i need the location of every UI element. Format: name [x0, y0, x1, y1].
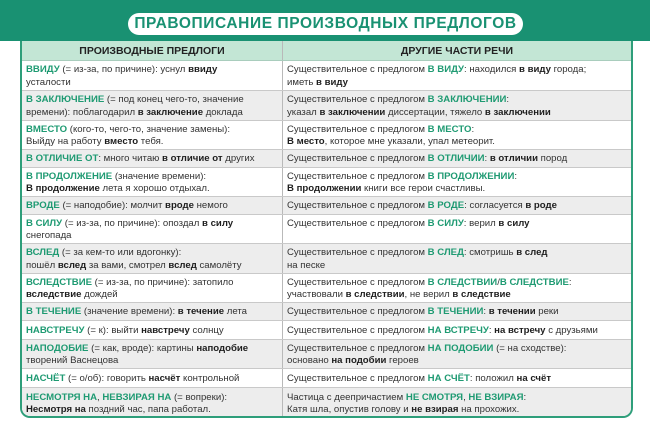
highlighted-term: ВСЛЕДСТВИЕ	[26, 276, 92, 288]
table-row	[22, 91, 631, 121]
other-part-cell	[283, 168, 631, 196]
highlighted-term: НЕВЗИРАЯ НА	[102, 391, 172, 403]
text: :	[523, 391, 527, 403]
preposition-cell	[22, 197, 283, 214]
cell-line	[26, 153, 278, 166]
cell-line	[287, 392, 627, 405]
text: поздний час, папа работал.	[85, 404, 211, 415]
bold-example: на подобии	[331, 355, 387, 366]
bold-example: вслед	[168, 259, 197, 271]
table-row	[22, 303, 631, 321]
table-row	[22, 197, 631, 215]
bold-example: в виду	[519, 64, 551, 75]
other-part-cell	[283, 321, 631, 339]
preposition-cell	[22, 369, 283, 387]
cell-line	[26, 373, 278, 386]
highlighted-term: В ОТЛИЧИИ	[427, 153, 485, 165]
bold-example: насчёт	[148, 372, 181, 384]
text: Существительное с предлогом	[287, 342, 428, 354]
preposition-cell	[22, 61, 283, 90]
cell-line	[287, 153, 627, 166]
highlighted-term: В ВИДУ	[427, 64, 465, 75]
table-row	[22, 274, 631, 303]
text: других	[222, 153, 255, 165]
cell-line	[287, 306, 627, 319]
preposition-cell	[22, 388, 283, 418]
bold-example: ввиду	[188, 64, 218, 75]
text: : верил	[463, 217, 499, 229]
other-part-cell	[283, 388, 631, 418]
text: Частица с деепричастием	[287, 391, 406, 403]
text: реки	[535, 306, 559, 318]
bold-example: в заключении	[319, 106, 386, 118]
cell-line	[287, 64, 627, 77]
text: :	[483, 306, 489, 318]
highlighted-term: В СЛЕД	[427, 247, 464, 258]
text: : положил	[469, 372, 517, 384]
text: на прохожих.	[458, 404, 520, 415]
highlighted-term: В СЛЕДСТВИЕ	[499, 276, 569, 288]
preposition-cell	[22, 303, 283, 320]
text: ,	[463, 391, 469, 403]
table-row	[22, 388, 631, 418]
text: на песке	[287, 259, 326, 271]
cell-line	[287, 107, 627, 120]
text: героев	[386, 355, 419, 366]
preposition-cell	[22, 150, 283, 167]
text: дождей	[81, 289, 118, 300]
bold-example: в след	[516, 247, 548, 258]
cell-line	[26, 404, 278, 417]
bold-example: В продолжение	[26, 183, 100, 194]
text: книги все герои счастливы.	[361, 183, 486, 194]
highlighted-term: ВВИДУ	[26, 64, 60, 75]
text: доклада	[203, 106, 243, 118]
text: Существительное с предлогом	[287, 276, 428, 288]
text: лета	[224, 306, 247, 318]
cell-line	[287, 277, 627, 290]
text: Существительное с предлогом	[287, 324, 428, 336]
text: : много читаю	[98, 153, 163, 165]
text: снегопада	[26, 230, 72, 241]
bold-example: в заключение	[137, 106, 204, 118]
text: времени): поблагодарил	[26, 106, 138, 118]
other-part-cell	[283, 303, 631, 320]
highlighted-term: В ТЕЧЕНИИ	[427, 306, 484, 318]
text: (значение времени):	[112, 170, 207, 182]
cell-line	[26, 94, 278, 107]
cell-line	[26, 77, 278, 90]
table-row	[22, 121, 631, 150]
cell-line	[26, 183, 278, 196]
text: , которое мне указали, упал метеорит.	[324, 136, 495, 147]
text: Катя шла, опустив голову и	[287, 404, 412, 415]
other-part-cell	[283, 244, 631, 273]
bold-example: наподобие	[196, 342, 249, 354]
bold-example: на встречу	[494, 324, 546, 336]
cell-line	[26, 325, 278, 338]
cell-line	[287, 325, 627, 338]
bold-example: в следствии	[345, 289, 405, 300]
text: :	[488, 324, 495, 336]
text: (= о/об): говорить	[65, 372, 149, 384]
cell-line	[287, 260, 627, 273]
text: (= наподобие): молчит	[59, 200, 166, 212]
table-row	[22, 340, 631, 369]
other-part-cell	[283, 121, 631, 149]
bold-example: в течении	[488, 306, 536, 318]
table-row	[22, 215, 631, 244]
highlighted-term: НА ПОДОБИИ	[427, 342, 494, 354]
table-row	[22, 150, 631, 168]
bold-example: вроде	[165, 200, 194, 212]
cell-line	[26, 260, 278, 273]
text: с друзьями	[545, 324, 598, 336]
text: иметь	[287, 76, 317, 88]
preposition-cell	[22, 274, 283, 302]
table-row	[22, 168, 631, 197]
text: за вами, смотрел	[86, 259, 169, 271]
bold-example: вследствие	[26, 289, 82, 300]
highlighted-term: В СИЛУ	[427, 217, 464, 229]
column-header-other-parts-of-speech: ДРУГИЕ ЧАСТИ РЕЧИ	[400, 44, 514, 57]
text: (= из-за, по причине): уснул	[59, 64, 189, 75]
highlighted-term: НАВСТРЕЧУ	[26, 324, 85, 336]
highlighted-term: НАСЧЁТ	[26, 372, 66, 384]
text: (значение времени):	[81, 306, 178, 318]
text: диссертации, тяжело	[385, 106, 485, 118]
cell-line	[287, 373, 627, 386]
table-row	[22, 321, 631, 340]
table-header	[22, 41, 631, 61]
bold-example: Несмотря на	[26, 404, 86, 415]
text: :	[514, 170, 518, 182]
text: Существительное с предлогом	[287, 247, 428, 258]
cell-line	[26, 107, 278, 120]
bold-example: в отличие от	[162, 153, 223, 165]
text: :	[568, 276, 572, 288]
text: (= к): выйти	[84, 324, 142, 336]
highlighted-term: В РОДЕ	[427, 200, 465, 212]
cell-line	[287, 404, 627, 417]
cell-line	[26, 230, 278, 243]
other-part-cell	[283, 340, 631, 368]
text: усталости	[26, 76, 71, 88]
highlighted-term: В МЕСТО	[427, 123, 472, 135]
preposition-cell	[22, 244, 283, 273]
bold-example: в силу	[498, 217, 530, 229]
highlighted-term: НЕСМОТРЯ НА	[26, 391, 98, 403]
text: (кого-то, чего-то, значение замены):	[67, 123, 231, 135]
bold-example: в заключении	[484, 106, 551, 118]
text: города;	[550, 64, 587, 75]
highlighted-term: В СЛЕДСТВИИ	[427, 276, 498, 288]
cell-line	[26, 289, 278, 302]
bold-example: в течение	[177, 306, 225, 318]
preposition-cell	[22, 91, 283, 120]
cell-line	[26, 124, 278, 137]
text: (= за кем-то или вдогонку):	[59, 247, 182, 258]
cell-line	[287, 94, 627, 107]
cell-line	[287, 183, 627, 196]
text: Выйду на работу	[26, 136, 105, 147]
table-row	[22, 369, 631, 388]
text: (= из-за, по причине): опоздал	[62, 217, 203, 229]
bold-example: вместо	[104, 136, 139, 147]
cell-line	[26, 218, 278, 231]
cell-line	[26, 136, 278, 149]
text: :	[506, 94, 510, 105]
highlighted-term: В ПРОДОЛЖЕНИИ	[427, 170, 515, 182]
text: (= под конец чего-то, значение	[104, 94, 244, 105]
text: Существительное с предлогом	[287, 372, 428, 384]
cell-line	[287, 200, 627, 213]
text: контрольной	[180, 372, 240, 384]
text: , не верил	[404, 289, 453, 300]
text: Существительное с предлогом	[287, 217, 428, 229]
cell-line	[26, 64, 278, 77]
bold-example: не взирая	[411, 404, 459, 415]
text: : находился	[464, 64, 520, 75]
bold-example: В место	[287, 136, 325, 147]
table-body	[22, 61, 631, 418]
text: Существительное с предлогом	[287, 170, 428, 182]
cell-line	[26, 200, 278, 213]
cell-line	[287, 247, 627, 260]
text: : согласуется	[464, 200, 526, 212]
highlighted-term: ВРОДЕ	[26, 200, 60, 212]
table-row	[22, 244, 631, 274]
title-band	[0, 0, 650, 41]
text: (= как, вроде): картины	[88, 342, 197, 354]
bold-example: в следствие	[452, 289, 511, 300]
bold-example: навстречу	[141, 324, 190, 336]
bold-example: в виду	[316, 76, 348, 88]
cell-line	[26, 171, 278, 184]
highlighted-term: В ПРОДОЛЖЕНИЕ	[26, 170, 113, 182]
highlighted-term: В СИЛУ	[26, 217, 63, 229]
text: тебя.	[138, 136, 164, 147]
highlighted-term: В ТЕЧЕНИЕ	[26, 306, 82, 318]
text: (= на сходстве):	[493, 342, 567, 354]
preposition-cell	[22, 215, 283, 243]
text: :	[471, 123, 475, 135]
other-part-cell	[283, 61, 631, 90]
bold-example: на счёт	[516, 372, 552, 384]
highlighted-term: В ОТЛИЧИЕ ОТ	[26, 153, 99, 165]
highlighted-term: В ЗАКЛЮЧЕНИИ	[427, 94, 507, 105]
highlighted-term: ВМЕСТО	[26, 123, 68, 135]
highlighted-term: НА СЧЁТ	[427, 372, 470, 384]
other-part-cell	[283, 274, 631, 302]
text: основано	[287, 355, 332, 366]
other-part-cell	[283, 150, 631, 167]
text: (= вопреки):	[171, 391, 228, 403]
text: ,	[97, 391, 103, 403]
cell-line	[287, 218, 627, 231]
text: Существительное с предлогом	[287, 123, 428, 135]
highlighted-term: НЕ СМОТРЯ	[405, 391, 464, 403]
column-header-derived-prepositions: ПРОИЗВОДНЫЕ ПРЕДЛОГИ	[22, 41, 283, 60]
table-row	[22, 61, 631, 91]
highlighted-term: В ЗАКЛЮЧЕНИЕ	[26, 94, 105, 105]
text: Существительное с предлогом	[287, 306, 428, 318]
text: пород	[537, 153, 568, 165]
text: немого	[193, 200, 228, 212]
text: самолёту	[196, 259, 242, 271]
bold-example: в отличии	[489, 153, 538, 165]
highlighted-term: НАПОДОБИЕ	[26, 342, 89, 354]
text: : смотришь	[463, 247, 517, 258]
bold-example: вслед	[57, 259, 87, 271]
bold-example: в роде	[525, 200, 557, 212]
text: (= из-за, по причине): затопило	[92, 276, 234, 288]
cell-line	[287, 230, 627, 243]
cell-line	[287, 343, 627, 356]
preposition-cell	[22, 321, 283, 339]
text: пошёл	[26, 259, 58, 271]
bold-example: в силу	[202, 217, 234, 229]
cell-line	[287, 124, 627, 137]
text: участвовали	[287, 289, 346, 300]
text: /	[497, 276, 500, 288]
preposition-cell	[22, 340, 283, 368]
preposition-cell	[22, 121, 283, 149]
text: Существительное с предлогом	[287, 153, 428, 165]
cell-line	[26, 392, 278, 405]
other-part-cell	[283, 91, 631, 120]
text: :	[484, 153, 490, 165]
text: творений Васнецова	[26, 355, 119, 366]
cell-line	[26, 247, 278, 260]
text: Существительное с предлогом	[287, 94, 428, 105]
cell-line	[26, 277, 278, 290]
other-part-cell	[283, 215, 631, 243]
cell-line	[26, 343, 278, 356]
other-part-cell	[283, 197, 631, 214]
preposition-cell	[22, 168, 283, 196]
text	[287, 230, 290, 241]
cell-line	[287, 171, 627, 184]
highlighted-term: ВСЛЕД	[26, 247, 60, 258]
cell-line	[287, 136, 627, 149]
bold-example: В продолжении	[287, 183, 362, 194]
text: Существительное с предлогом	[287, 200, 428, 212]
other-part-cell	[283, 369, 631, 387]
cell-line	[287, 289, 627, 302]
highlighted-term: НЕ ВЗИРАЯ	[468, 391, 524, 403]
prepositions-table	[20, 41, 633, 418]
text: лета я хорошо отдыхал.	[99, 183, 210, 194]
text: солнцу	[189, 324, 224, 336]
page-title: ПРАВОПИСАНИЕ ПРОИЗВОДНЫХ ПРЕДЛОГОВ	[128, 13, 523, 35]
cell-line	[287, 355, 627, 368]
cell-line	[26, 355, 278, 368]
highlighted-term: НА ВСТРЕЧУ	[427, 324, 489, 336]
text: Существительное с предлогом	[287, 64, 428, 75]
text: указал	[287, 106, 320, 118]
cell-line	[26, 306, 278, 319]
cell-line	[287, 77, 627, 90]
